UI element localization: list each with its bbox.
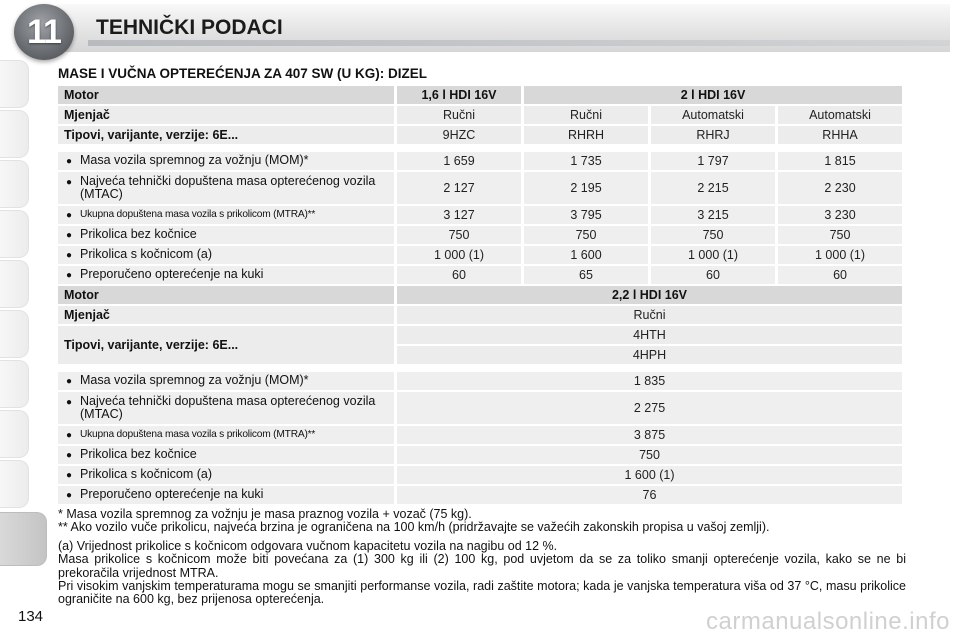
row-value: 60 [648, 266, 775, 284]
table-row [58, 486, 902, 504]
chapter-badge [14, 4, 74, 60]
footnotes [58, 508, 906, 607]
gearbox-value: Ručni [521, 106, 648, 124]
row-value: 750 [394, 446, 902, 464]
motor-value: 2 l HDI 16V [521, 86, 902, 104]
chapter-tab[interactable] [0, 460, 29, 508]
section-title: MASE I VUČNA OPTEREĆENJA ZA 407 SW (U KG): DIZEL [58, 66, 428, 81]
row-value: 65 [521, 266, 648, 284]
row-value: 1 815 [775, 152, 902, 170]
row-value: 1 600 [521, 246, 648, 264]
chapter-tab[interactable] [0, 360, 29, 408]
row-label: Prikolica bez kočnice [80, 227, 197, 241]
motor-label: Motor [58, 86, 394, 104]
row-value: 60 [394, 266, 521, 284]
table-row [58, 172, 902, 204]
row-value: 1 600 (1) [394, 466, 902, 484]
chapter-tab-strip [0, 0, 48, 640]
row-value: 1 797 [648, 152, 775, 170]
table-row [58, 246, 902, 264]
row-value: 1 000 (1) [775, 246, 902, 264]
footnote-mtra: ** Ako vozilo vuče prikolicu, najveća brzina je ograničena na 100 km/h (pridržavajte se važećih zakonskih propisa u vašoj zemlji). [58, 520, 770, 535]
page-title: TEHNIČKI PODACI [96, 16, 283, 39]
row-label: Najveća tehnički dopuštena masa opterećenog vozila (MTAC) [80, 174, 376, 201]
motor-value: 1,6 l HDI 16V [394, 86, 521, 104]
bullet-icon: ● [66, 376, 73, 387]
row-value: 1 659 [394, 152, 521, 170]
chapter-tab[interactable] [0, 110, 29, 158]
page-number: 134 [18, 608, 44, 625]
type-code: 4HTH [394, 326, 902, 344]
type-code: 9HZC [394, 126, 521, 144]
chapter-tab[interactable] [0, 260, 29, 308]
table-row [58, 266, 902, 284]
type-code: RHRJ [648, 126, 775, 144]
chapter-number: 11 [27, 12, 61, 51]
gearbox-value: Ručni [394, 306, 902, 324]
note-trailer-mass: Masa prikolice s kočnicom može biti povećana za (1) 300 kg ili (2) 100 kg, pod uvjetom da se za toliko smanji opterećenje vozila, kako se ne bi prekoračila vrijednost MTRA. [58, 552, 906, 580]
row-value: 3 795 [521, 206, 648, 224]
row-label: Prikolica s kočnicom (a) [80, 467, 212, 481]
row-value: 3 127 [394, 206, 521, 224]
table-row [58, 426, 902, 444]
types-row [58, 126, 902, 144]
row-value: 3 230 [775, 206, 902, 224]
gearbox-value: Automatski [775, 106, 902, 124]
gearbox-label: Mjenjač [58, 106, 394, 124]
table-row [58, 152, 902, 170]
bullet-icon: ● [66, 450, 73, 461]
bullet-icon: ● [66, 490, 73, 501]
note-high-temperature: Pri visokim vanjskim temperaturama mogu se smanjiti performanse vozila, radi zaštite motora; kada je vanjska temperatura viša od 37 °C, masu prikolice ograničite na 600 kg, bez prijenosa opterećenja. [58, 579, 906, 607]
table-row [58, 226, 902, 244]
table-row [58, 372, 902, 390]
row-label: Masa vozila spremnog za vožnju (MOM)* [80, 153, 309, 167]
motor-value: 2,2 l HDI 16V [394, 286, 902, 304]
motor-label: Motor [58, 286, 394, 304]
chapter-tab[interactable] [0, 410, 29, 458]
row-value: 1 000 (1) [648, 246, 775, 264]
row-value: 2 215 [648, 172, 775, 204]
bullet-icon: ● [66, 397, 73, 408]
row-value: 76 [394, 486, 902, 504]
gearbox-row [58, 306, 902, 324]
table-row [58, 466, 902, 484]
type-code: RHRH [521, 126, 648, 144]
table-row [58, 446, 902, 464]
row-value: 2 195 [521, 172, 648, 204]
type-code: 4HPH [394, 346, 902, 364]
bullet-icon: ● [66, 470, 73, 481]
row-label: Ukupna dopuštena masa vozila s prikolicom (MTRA)** [80, 429, 316, 440]
row-value: 2 275 [394, 392, 902, 424]
row-value: 750 [394, 226, 521, 244]
bullet-icon: ● [66, 156, 73, 167]
chapter-tab-active[interactable] [0, 512, 47, 566]
row-value: 1 835 [394, 372, 902, 390]
chapter-tab[interactable] [0, 310, 29, 358]
row-value: 2 230 [775, 172, 902, 204]
bullet-icon: ● [66, 177, 73, 188]
gearbox-row [58, 106, 902, 124]
specs-table-1 [58, 84, 902, 286]
table-row [58, 392, 902, 424]
row-label: Masa vozila spremnog za vožnju (MOM)* [80, 373, 309, 387]
types-label: Tipovi, varijante, verzije: 6E... [58, 126, 394, 144]
types-label: Tipovi, varijante, verzije: 6E... [58, 326, 394, 364]
type-code: RHHA [775, 126, 902, 144]
bullet-icon: ● [66, 430, 73, 441]
bullet-icon: ● [66, 250, 73, 261]
bullet-icon: ● [66, 270, 73, 281]
table-row [58, 206, 902, 224]
chapter-tab[interactable] [0, 160, 29, 208]
gearbox-value: Automatski [648, 106, 775, 124]
row-value: 3 215 [648, 206, 775, 224]
motor-row [58, 286, 902, 304]
specs-table-2 [58, 284, 902, 506]
motor-row [58, 86, 902, 104]
row-value: 1 000 (1) [394, 246, 521, 264]
footnote-mom: * Masa vozila spremnog za vožnju je masa praznog vozila + vozač (75 kg). [58, 507, 472, 521]
gearbox-value: Ručni [394, 106, 521, 124]
row-value: 3 875 [394, 426, 902, 444]
row-label: Prikolica bez kočnice [80, 447, 197, 461]
row-value: 2 127 [394, 172, 521, 204]
gearbox-label: Mjenjač [58, 306, 394, 324]
note-braked-trailer: (a) Vrijednost prikolice s kočnicom odgovara vučnom kapacitetu vozila na nagibu od 12 %. [58, 538, 558, 553]
bullet-icon: ● [66, 230, 73, 241]
row-value: 750 [775, 226, 902, 244]
row-value: 750 [648, 226, 775, 244]
row-label: Najveća tehnički dopuštena masa opterećenog vozila (MTAC) [80, 394, 376, 421]
watermark: carmanualsonline.info [706, 608, 950, 635]
chapter-tab[interactable] [0, 60, 29, 108]
row-label: Ukupna dopuštena masa vozila s prikolicom (MTRA)** [80, 209, 316, 220]
chapter-tab[interactable] [0, 210, 29, 258]
row-label: Prikolica s kočnicom (a) [80, 247, 212, 261]
row-value: 1 735 [521, 152, 648, 170]
row-value: 750 [521, 226, 648, 244]
row-value: 60 [775, 266, 902, 284]
row-label: Preporučeno opterećenje na kuki [80, 267, 264, 281]
row-label: Preporučeno opterećenje na kuki [80, 487, 264, 501]
bullet-icon: ● [66, 210, 73, 221]
types-row [58, 326, 902, 344]
